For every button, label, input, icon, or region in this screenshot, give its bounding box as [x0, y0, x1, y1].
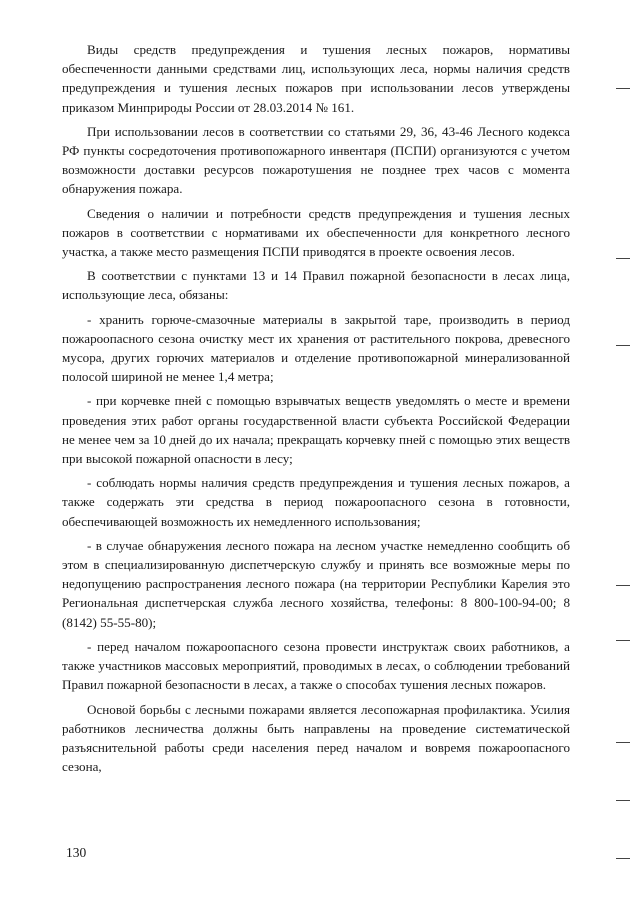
scan-edge-mark: [616, 258, 630, 259]
scan-edge-mark: [616, 640, 630, 641]
paragraph-fire-equipment-points: При использовании лесов в соответствии со статьями 29, 36, 43-46 Лесного кодекса РФ пункты сосредоточения противопожарного инвентаря (ПСПИ) организуются с учетом возможности доставки ресурсов пожаротушения не позднее трех часов с момента обнаружения пожара.: [62, 123, 570, 197]
document-body: [62, 40, 570, 781]
page-number: 130: [66, 845, 87, 860]
list-item-stump-removal: - при корчевке пней с помощью взрывчатых веществ уведомлять о месте и времени проведения этих работ органы государственной власти субъекта Российской Федерации не менее чем за 10 дней до их начала; прекращать корчевку пней с помощью этих веществ при высокой пожарной опасности в лесу;: [62, 393, 570, 467]
scan-edge-mark: [616, 742, 630, 743]
scan-edge-mark: [616, 858, 630, 859]
scan-edge-mark: [616, 88, 630, 89]
list-item-fire-reporting: - в случае обнаружения лесного пожара на лесном участке немедленно сообщить об этом в специализированную диспетчерскую службу и принять все возможные меры по недопущению распространения лесного пожара (на территории Республики Карелия это Региональная диспетчерская служба лесного хозяйства, телефоны: 8 800-100-94-00; 8 (8142) 55-55-80);: [62, 537, 570, 630]
list-item-fuel-storage: - хранить горюче-смазочные материалы в закрытой таре, производить в период пожароопасного сезона очистку мест их хранения от растительного покрова, древесного мусора, других горючих материалов и отделение противопожарной минерализованной полосой шириной не менее 1,4 метра;: [62, 311, 570, 385]
list-item-briefing: - перед началом пожароопасного сезона провести инструктаж своих работников, а также участников массовых мероприятий, проводимых в лесах, о соблюдении требований Правил пожарной безопасности в лесах, а также о способах тушения лесных пожаров.: [62, 638, 570, 693]
paragraph-fire-prevention: Основой борьбы с лесными пожарами является лесопожарная профилактика. Усилия работников лесничества должны быть направлены на проведение систематической разъяснительной работы среди населения перед началом и вовремя пожароопасного сезона,: [62, 701, 570, 775]
scan-edge-mark: [616, 800, 630, 801]
scan-edge-mark: [616, 585, 630, 586]
list-item-equipment-norms: - соблюдать нормы наличия средств предупреждения и тушения лесных пожаров, а также содержать эти средства в период пожароопасного сезона в готовности, обеспечивающей возможность их немедленного использования;: [62, 475, 570, 529]
scan-edge-mark: [616, 345, 630, 346]
paragraph-forest-fire-means: Виды средств предупреждения и тушения лесных пожаров, нормативы обеспеченности данными средствами лиц, использующих леса, нормы наличия средств предупреждения и тушения лесных пожаров при использовании лесов утверждены приказом Минприроды России от 28.03.2014 № 161.: [62, 42, 570, 115]
paragraph-equipment-info: Сведения о наличии и потребности средств предупреждения и тушения лесных пожаров в соответствии с нормативами их обеспеченности для конкретного лесного участка, а также место размещения ПСПИ приводятся в проекте освоения лесов.: [62, 205, 570, 260]
paragraph-obligations-intro: В соответствии с пунктами 13 и 14 Правил пожарной безопасности в лесах лица, использующие леса, обязаны:: [62, 268, 570, 303]
